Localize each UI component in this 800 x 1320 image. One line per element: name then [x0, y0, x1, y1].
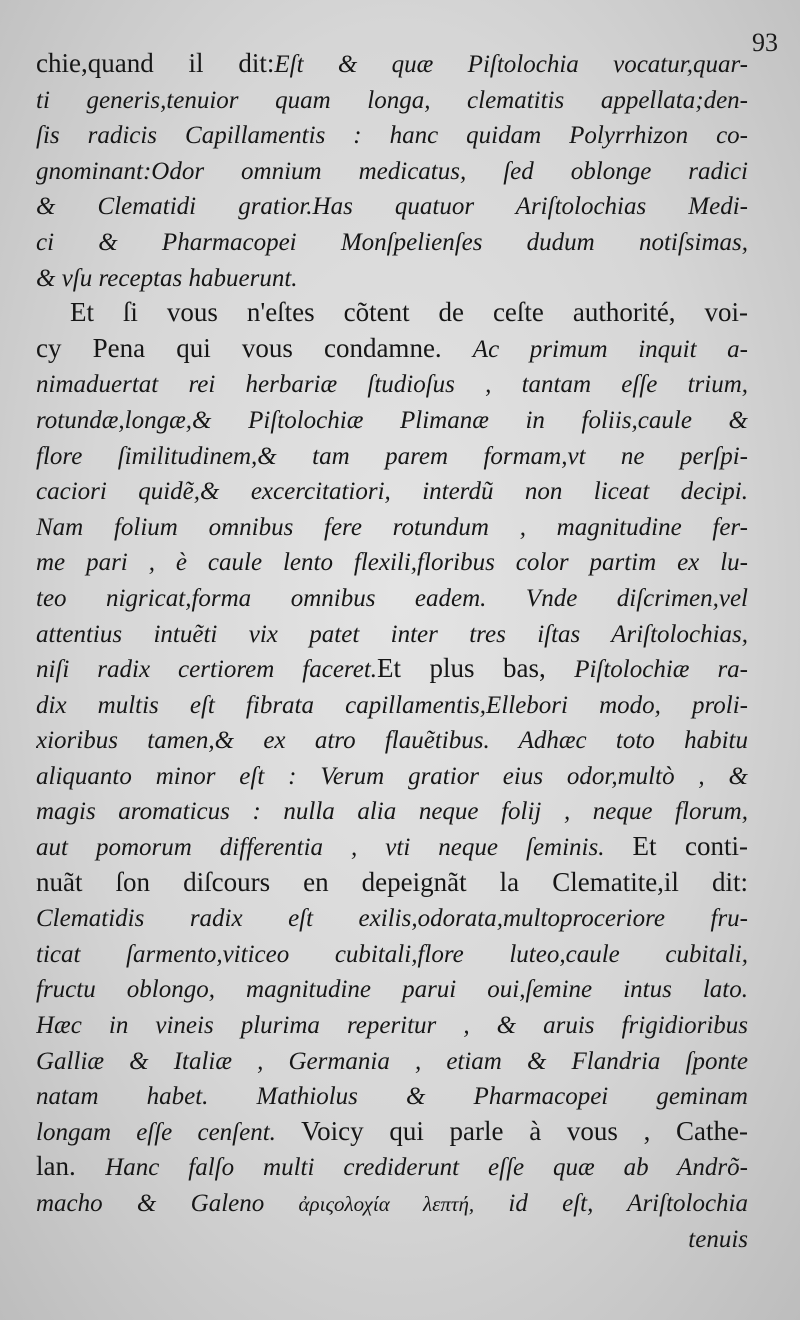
text-line	[36, 793, 748, 829]
italic-text-segment: gnominant:Odor omnium medicatus, ſed oblonge radici	[36, 157, 748, 185]
italic-text-segment: me pari , è caule lento flexili,floribus color partim ex lu-	[36, 549, 748, 577]
italic-text-segment: Hæc in vineis plurima reperitur , & aruis frigidioribus	[36, 1012, 748, 1040]
italic-text-segment: teo nigricat,forma omnibus eadem. Vnde diſcrimen,vel	[36, 584, 748, 612]
text-line	[36, 188, 748, 224]
italic-text-segment: caciori quidẽ,& excercitatiori, interdũ non liceat decipi.	[36, 478, 748, 506]
italic-text-segment: xioribus tamen,& ex atro flauẽtibus. Adhæc toto habitu	[36, 727, 748, 755]
page-number: 93	[752, 28, 778, 57]
text-line	[36, 936, 748, 972]
text-line	[36, 865, 748, 901]
text-line	[36, 1043, 748, 1079]
italic-text-segment: Clematidis radix eſt exilis,odorata,multoproceriore fru-	[36, 905, 748, 933]
italic-text-segment: aut pomorum differentia , vti neque ſeminis.	[36, 834, 633, 862]
italic-text-segment: flore ſimilitudinem,& tam parem formam,vt ne perſpi-	[36, 442, 748, 470]
italic-text-segment: & Clematidi gratior.Has quatuor Ariſtolochias Medi-	[36, 193, 748, 221]
roman-text-segment: lan.	[36, 1151, 106, 1182]
roman-text-segment: chie,quand il dit:	[36, 48, 275, 78]
italic-text-segment: ſis radicis Capillamentis : hanc quidam Polyrrhizon co-	[36, 122, 748, 150]
roman-text-segment: Et plus bas,	[377, 653, 575, 684]
text-line	[36, 402, 748, 438]
italic-text-segment: Ac primum inquit a-	[472, 335, 748, 363]
text-line	[36, 758, 748, 794]
text-line	[36, 438, 748, 474]
italic-text-segment: dix multis eſt fibrata capillamentis,Ellebori modo, proli-	[36, 691, 748, 719]
italic-text-segment: ti generis,tenuior quam longa, clematitis appellata;den-	[36, 86, 748, 114]
greek-text-segment: ἀριςολοχία λεπτή,	[298, 1192, 475, 1216]
text-line	[36, 1149, 748, 1185]
italic-text-segment: & vſu receptas habuerunt.	[36, 264, 298, 292]
roman-text-segment: Et conti-	[632, 831, 748, 862]
italic-text-segment: magis aromaticus : nulla alia neque folij , neque florum,	[36, 798, 748, 826]
italic-text-segment: ticat ſarmento,viticeo cubitali,flore luteo,caule cubitali,	[36, 940, 748, 968]
text-line	[36, 1185, 748, 1221]
italic-text-segment: natam habet. Mathiolus & Pharmacopei geminam	[36, 1083, 748, 1111]
text-line	[36, 544, 748, 580]
italic-text-segment: attentius intuẽti vix patet inter tres iſtas Ariſtolochias,	[36, 620, 748, 648]
body-text	[36, 46, 748, 1256]
roman-text-segment: cy Pena qui vous condamne.	[36, 332, 473, 363]
italic-text-segment: Galliæ & Italiæ , Germania , etiam & Flandria ſponte	[36, 1047, 748, 1075]
text-line	[36, 295, 748, 331]
italic-text-segment: niſi radix certiorem faceret.	[36, 656, 378, 684]
text-line	[36, 1078, 748, 1114]
italic-text-segment: tenuis	[688, 1225, 748, 1253]
italic-text-segment: longam eſſe cenſent.	[36, 1118, 302, 1146]
text-line	[36, 473, 748, 509]
text-line	[36, 82, 748, 118]
text-line	[36, 260, 748, 296]
italic-text-segment: Piſtolochiæ ra-	[574, 656, 748, 684]
text-line	[36, 1221, 748, 1257]
italic-text-segment: id eſt, Ariſtolochia	[474, 1190, 748, 1217]
italic-text-segment: Nam folium omnibus fere rotundum , magnitudine fer-	[36, 513, 748, 541]
roman-text-segment: Voicy qui parle à vous , Cathe-	[301, 1115, 748, 1146]
italic-text-segment: rotundæ,longæ,& Piſtolochiæ Plimanæ in foliis,caule &	[36, 406, 748, 434]
text-line	[36, 224, 748, 260]
text-line	[36, 366, 748, 402]
text-line	[36, 971, 748, 1007]
text-line	[36, 1007, 748, 1043]
text-line	[36, 331, 748, 367]
text-line	[36, 616, 748, 652]
italic-text-segment: nimaduertat rei herbariæ ſtudioſus , tantam eſſe trium,	[36, 371, 748, 399]
text-line	[36, 46, 748, 82]
text-line	[36, 651, 748, 687]
text-line	[36, 829, 748, 865]
text-line	[36, 153, 748, 189]
text-line	[36, 1114, 748, 1150]
roman-text-segment: nuãt ſon diſcours en depeignãt la Clematite,il dit:	[36, 866, 748, 897]
text-line	[36, 687, 748, 723]
italic-text-segment: fructu oblongo, magnitudine parui oui,ſemine intus lato.	[36, 976, 748, 1004]
text-line	[36, 509, 748, 545]
text-line	[36, 580, 748, 616]
text-line	[36, 900, 748, 936]
text-line	[36, 722, 748, 758]
italic-text-segment: macho & Galeno	[36, 1190, 299, 1217]
italic-text-segment: Eſt & quæ Piſtolochia vocatur,quar-	[274, 51, 748, 78]
text-line	[36, 117, 748, 153]
roman-text-segment: Et ſi vous n'eſtes cõtent de ceſte authorité, voi-	[70, 297, 748, 328]
italic-text-segment: Hanc falſo multi crediderunt eſſe quæ ab Andrõ-	[105, 1154, 748, 1182]
italic-text-segment: aliquanto minor eſt : Verum gratior eius odor,multò , &	[36, 762, 748, 790]
italic-text-segment: ci & Pharmacopei Monſpelienſes dudum notiſsimas,	[36, 228, 748, 256]
